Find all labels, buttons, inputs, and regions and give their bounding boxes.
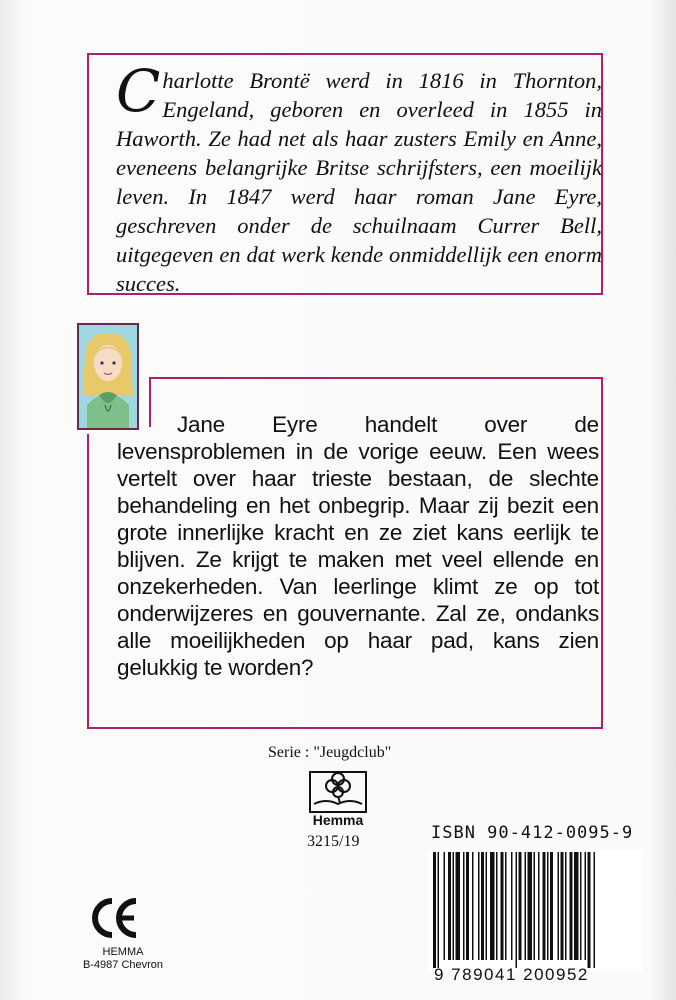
drop-cap: C [116, 57, 161, 125]
barcode-bar [570, 852, 573, 960]
barcode-bar [466, 852, 469, 960]
barcode-bar [463, 852, 465, 960]
barcode-bar [453, 852, 455, 960]
desc-frame-right [601, 377, 603, 729]
barcode-bar [561, 852, 564, 960]
barcode-bar [519, 852, 522, 960]
barcode-bar [438, 852, 440, 968]
book-description [117, 411, 599, 681]
barcode-bar [543, 852, 546, 960]
barcode-bar [490, 852, 495, 960]
barcode-bar [448, 852, 451, 960]
barcode-bar [486, 852, 488, 960]
barcode-bar [588, 852, 591, 968]
book-description-text: Jane Eyre handelt over de levensproblemen in de vorige eeuw. Een wees vertelt over haar trieste bestaan, de slechte behandeling en het onbegrip. Maar zij bezit een grote innerlijke kracht en ze ziet kans eerlijk te blijven. Ze krijgt te maken met veel ellende en onzekerheden. Van leerlinge klimt ze op tot onderwijzeres en gouvernante. Zal ze, ondanks alle moeilijkheden op haar pad, kans zien gelukkig te worden? [117, 412, 599, 680]
ce-mark-icon [90, 893, 140, 943]
barcode-bar [511, 852, 513, 960]
barcode-bar [501, 852, 504, 960]
barcode-bar [481, 852, 484, 960]
barcode-bar [547, 852, 549, 960]
barcode-bar [528, 852, 533, 960]
author-bio [116, 57, 602, 298]
barcode-bar [565, 852, 567, 960]
publisher-address [63, 946, 183, 972]
barcode-bar [472, 852, 474, 960]
barcode-bar [594, 852, 596, 968]
barcode-bar [496, 852, 498, 960]
barcode-bar [525, 852, 527, 960]
barcode-bar [534, 852, 536, 960]
barcode-bar [516, 852, 518, 968]
barcode-bar [444, 852, 446, 960]
publisher-location: B-4987 Chevron [82, 959, 164, 971]
barcode-bar [456, 852, 461, 960]
barcode-bar [585, 852, 587, 960]
barcode-bar [538, 852, 540, 960]
barcode-bar [580, 852, 582, 960]
barcode-bar [558, 852, 560, 960]
barcode-bar [550, 852, 553, 960]
desc-frame-bottom [87, 727, 603, 729]
desc-frame-top [150, 377, 603, 379]
barcode-icon [427, 850, 643, 972]
desc-frame-left [87, 434, 89, 729]
author-bio-text: harlotte Brontë werd in 1816 in Thornton, Engeland, geboren en overleed in 1855 in Haworth. Ze had net als haar zusters Emily en Anne, eveneens belangrijke Britse schrijfsters, een moeilijk leven. In 1847 werd haar roman Jane Eyre, geschreven onder de schuilnaam Currer Bell, uitgegeven en dat werk kende onmiddellijk een enorm succes. [116, 68, 602, 296]
isbn-number: ISBN 90-412-0095-9 [431, 823, 634, 843]
barcode-bar [574, 852, 579, 960]
series-label: Serie : "Jeugdclub" [268, 744, 392, 761]
barcode-bar [433, 852, 436, 968]
barcode-bar [478, 852, 480, 960]
catalog-code: 3215/19 [307, 833, 360, 850]
publisher-logo-name: Hemma [312, 812, 364, 828]
publisher-name: HEMMA [102, 946, 144, 958]
barcode-bar [505, 852, 507, 960]
ean-number: 9 789041 200952 [434, 965, 589, 984]
